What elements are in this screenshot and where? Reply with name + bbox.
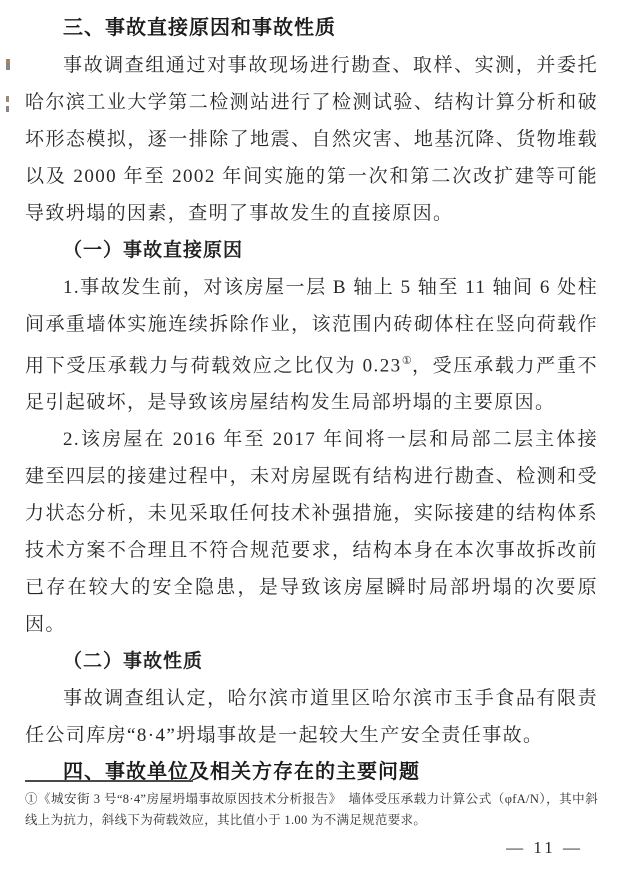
scan-artifact	[6, 96, 9, 102]
paragraph-direct-cause-1-continued: ，受压承载力严重不足引起破坏，是导致该房屋结构发生局部坍塌的主要原因。	[25, 355, 598, 414]
subsection-1-heading: （一）事故直接原因	[63, 240, 244, 261]
scan-artifact	[6, 106, 9, 112]
scan-artifact	[6, 59, 10, 70]
subsection-2-heading: （二）事故性质	[63, 651, 204, 673]
paragraph-direct-cause-2: 2.该房屋在 2016 年至 2017 年间将一层和局部二层主体接建至四层的接建过程中，未对房屋既有结构进行勘查、检测和受力状态分析，未见采取任何技术补强措施，实际接建的结构体系技术方案不合理且不符合规范要求，结构本身在本次事故拆改前已存在较大的安全隐患，是导致该房屋瞬时局部坍塌的次要原因。	[25, 429, 598, 636]
paragraph-investigation-intro: 事故调查组通过对事故现场进行勘查、取样、实测，并委托哈尔滨工业大学第二检测站进行了检测试验、结构计算分析和破坏形态模拟，逐一排除了地震、自然灾害、地基沉降、货物堆载以及 2000 年至 2002 年间实施的第一次和第二次改扩建等可能导致坍塌的因素，查明了事故发生的直接原因。	[25, 55, 598, 224]
paragraph-direct-cause-1	[25, 269, 598, 421]
section-3-heading: 三、事故直接原因和事故性质	[63, 17, 336, 39]
page-number: — 11 —	[506, 838, 583, 857]
paragraph-accident-nature: 事故调查组认定，哈尔滨市道里区哈尔滨市玉手食品有限责任公司库房“8·4”坍塌事故是一起较大生产安全责任事故。	[25, 688, 598, 747]
section-4-heading: 四、事故单位及相关方存在的主要问题	[63, 761, 420, 784]
footnote-separator-line	[25, 780, 193, 782]
paragraph-direct-cause-1-text: 1.事故发生前，对该房屋一层 B 轴上 5 轴至 11 轴间 6 处柱间承重墙体实施连续拆除作业，该范围内砖砌体柱在竖向荷载作用下受压承载力与荷载效应之比仅为 0.23	[25, 277, 598, 377]
footnote-text: ①《城安街 3 号“8·4”房屋坍塌事故原因技术分析报告》 墙体受压承载力计算公式（φfA/N），其中斜线上为抗力，斜线下为荷载效应，其比值小于 1.00 为不满足规范要求。	[25, 792, 598, 827]
footnote-reference-mark: ①	[401, 355, 412, 367]
footnote-area	[25, 780, 598, 831]
